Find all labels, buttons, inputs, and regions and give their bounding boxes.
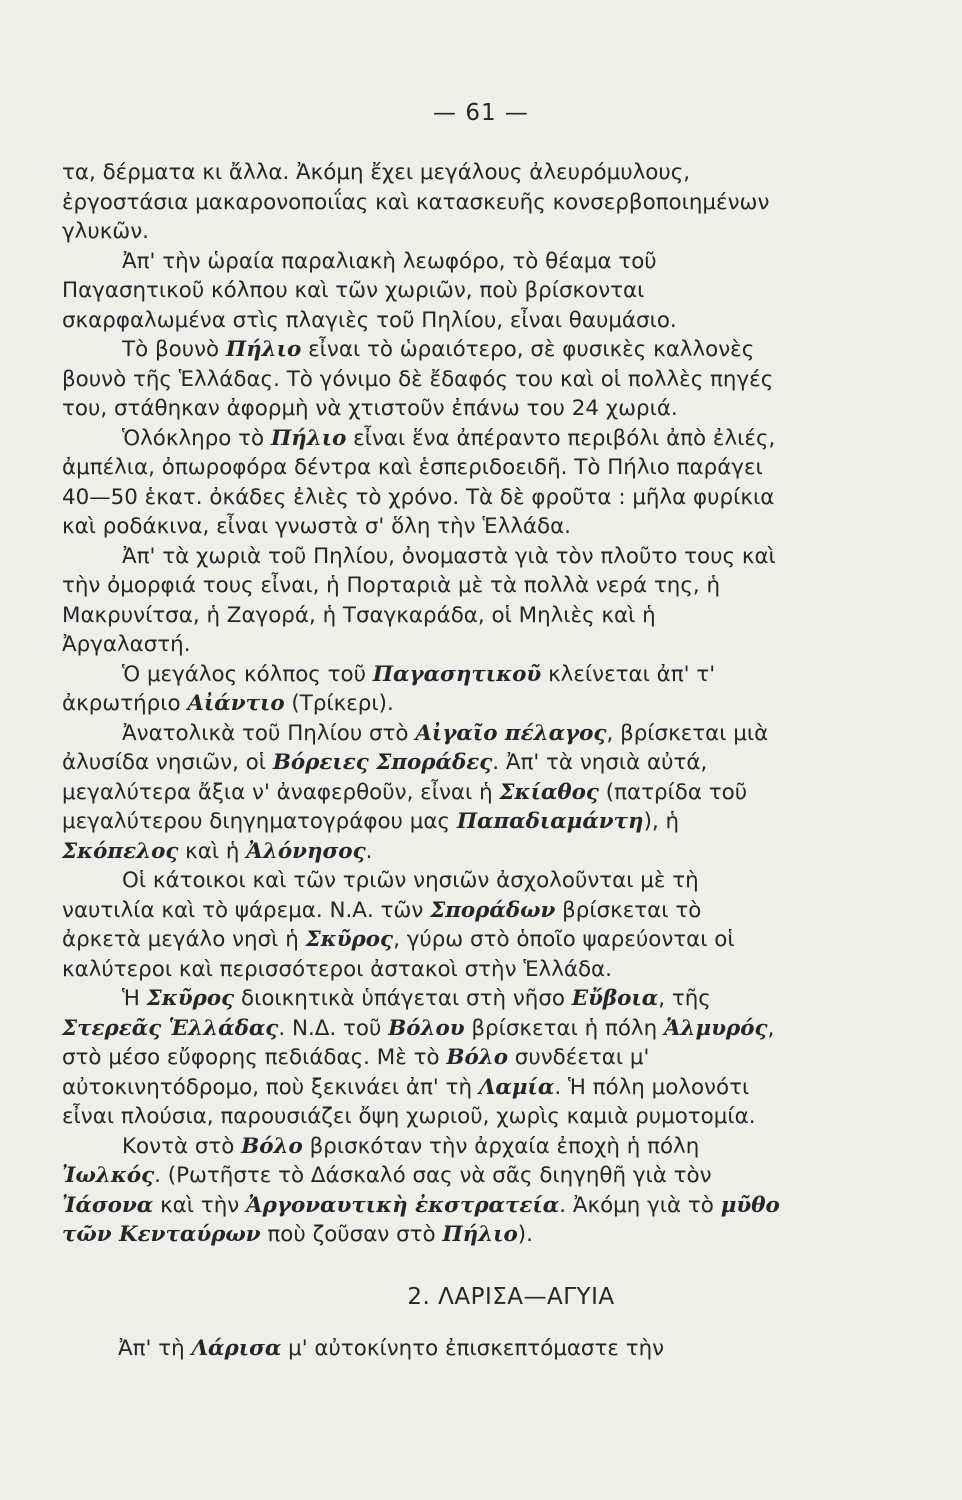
place-name: Βόλου <box>388 1015 465 1041</box>
paragraph-2: Ἀπ' τὴν ὡραία παραλιακὴ λεωφόρο, τὸ θέαμα τοῦ Παγασητικοῦ κόλπου καὶ τῶν χωριῶν, ποὺ βρίσκονται σκαρφαλωμένα στὶς πλαγιὲς τοῦ Πηλίου, εἶναι θαυμάσιο. <box>62 248 677 333</box>
place-name: Λάρισα <box>191 1336 282 1361</box>
place-name: Βόλο <box>446 1045 508 1070</box>
place-name: Παγασητικοῦ <box>372 661 542 687</box>
place-name: Σκῦρος <box>305 927 394 952</box>
place-name: Πήλιο <box>225 337 302 362</box>
person-name: Παπαδιαμάντη <box>456 809 644 834</box>
paragraph-10: Κοντὰ στὸ Βόλο βρισκόταν τὴν ἀρχαία ἐποχὴ ἡ πόλη Ἰωλκός. (Ρωτῆστε τὸ Δάσκαλό σας νὰ σᾶς διηγηθῆ γιὰ τὸν Ἰάσονα καὶ τὴν Ἀργοναυτικὴ ἐκστρατεία. Ἀκόμη γιὰ τὸ μῦθο τῶν Κενταύρων ποὺ ζοῦσαν στὸ Πήλιο). <box>62 1133 780 1247</box>
body-text <box>62 158 782 1250</box>
place-name: Ἰωλκός <box>62 1163 155 1188</box>
topic-name: Ἀργοναυτικὴ ἐκστρατεία <box>246 1192 560 1218</box>
paragraph-8: Οἱ κάτοικοι καὶ τῶν τριῶν νησιῶν ἀσχολοῦνται μὲ τὴ ναυτιλία καὶ τὸ ψάρεμα. Ν.Α. τῶν Σποράδων βρίσκεται τὸ ἀρκετὰ μεγάλο νησὶ ἡ Σκῦρος, γύρω στὸ ὁποῖο ψαρεύονται οἱ καλύτεροι καὶ περισσότεροι ἀστακοὶ στὴν Ἑλλάδα. <box>62 868 735 982</box>
place-name: Σκίαθος <box>499 779 599 805</box>
place-name: Ἀλόνησος <box>246 838 366 864</box>
paragraph-5: Ἀπ' τὰ χωριὰ τοῦ Πηλίου, ὀνομαστὰ γιὰ τὸν πλοῦτο τους καὶ τὴν ὀμορφιά τους εἶναι, ἡ Πορταριὰ μὲ τὰ πολλὰ νερά της, ἡ Μακρυνίτσα, ἡ Ζαγορά, ἡ Τσαγκαράδα, οἱ Μηλιὲς καὶ ἡ Ἀργαλαστή. <box>62 543 776 657</box>
place-name: Εὔβοια <box>571 986 659 1011</box>
topic-name: μῦθο τῶν Κενταύρων <box>62 1192 780 1247</box>
place-name: Στερεᾶς Ἑλλάδας <box>62 1015 279 1041</box>
place-name: Πήλιο <box>270 425 347 451</box>
place-name: Βόρειες Σποράδες <box>272 750 493 775</box>
place-name: Λαμία <box>478 1074 555 1100</box>
place-name: Σποράδων <box>430 897 556 923</box>
place-name: Αἰάντιο <box>187 691 285 716</box>
place-name: Σκῦρος <box>146 986 235 1011</box>
paragraph-9: Ἡ Σκῦρος διοικητικὰ ὑπάγεται στὴ νῆσο Εὔβοια, τῆς Στερεᾶς Ἑλλάδας. Ν.Δ. τοῦ Βόλου βρίσκεται ἡ πόλη Ἁλμυρός, στὸ μέσο εὔφορης πεδιάδας. Μὲ τὸ Βόλο συνδέεται μ' αὐτοκινητόδρομο, ποὺ ξεκινάει ἀπ' τὴ Λαμία. Ἡ πόλη μολονότι εἶναι πλούσια, παρουσιάζει ὄψη χωριοῦ, χωρὶς καμιὰ ρυμοτομία. <box>62 986 775 1129</box>
place-name: Πήλιο <box>442 1222 518 1247</box>
paragraph-11: Ἀπ' τὴ Λάρισα μ' αὐτοκίνητο ἐπισκεπτόμαστε τὴν <box>118 1336 665 1361</box>
place-name: Ἁλμυρός <box>663 1015 768 1041</box>
person-name: Ἰάσονα <box>62 1192 154 1218</box>
page-number: — 61 — <box>433 100 529 126</box>
paragraph-7: Ἀνατολικὰ τοῦ Πηλίου στὸ Αἰγαῖο πέλαγος, βρίσκεται μιὰ ἀλυσίδα νησιῶν, οἱ Βόρειες Σποράδες. Ἀπ' τὰ νησιὰ αὐτά, μεγαλύτερα ἄξια ν' ἀναφερθοῦν, εἶναι ἡ Σκίαθος (πατρίδα τοῦ μεγαλύτερου διηγηματογράφου μας Παπαδιαμάντη), ἡ Σκόπελος καὶ ἡ Ἀλόνησος. <box>62 720 769 864</box>
place-name: Βόλο <box>241 1133 303 1159</box>
paragraph-4: Ὁλόκληρο τὸ Πήλιο εἶναι ἕνα ἀπέραντο περιβόλι ἀπὸ ἐλιές, ἀμπέλια, ὀπωροφόρα δέντρα καὶ ἑσπεριδοειδῆ. Τὸ Πήλιο παράγει 40—50 ἑκατ. ὀκάδες ἐλιὲς τὸ χρόνο. Τὰ δὲ φροῦτα : μῆλα φυρίκια καὶ ροδάκινα, εἶναι γνωστὰ σ' ὅλη τὴν Ἑλλάδα. <box>62 425 776 539</box>
section-heading: 2. ΛΑΡΙΣΑ—ΑΓΥΙΑ <box>407 1284 615 1310</box>
paragraph-3: Τὸ βουνὸ Πήλιο εἶναι τὸ ὡραιότερο, σὲ φυσικὲς καλλονὲς βουνὸ τῆς Ἑλλάδας. Τὸ γόνιμο δὲ ἔδαφός του καὶ οἱ πολλὲς πηγές του, στάθηκαν ἀφορμὴ νὰ χτιστοῦν ἐπάνω του 24 χωριά. <box>62 337 774 421</box>
place-name: Σκόπελος <box>62 838 179 864</box>
paragraph-6: Ὁ μεγάλος κόλπος τοῦ Παγασητικοῦ κλείνεται ἀπ' τ' ἀκρωτήριο Αἰάντιο (Τρίκερι). <box>62 661 716 716</box>
place-name: Αἰγαῖο πέλαγος <box>415 720 607 746</box>
paragraph-1: τα, δέρματα κι ἄλλα. Ἀκόμη ἔχει μεγάλους ἀλευρόμυλους, ἐργοστάσια μακαρονοποιΐας καὶ κατασκευῆς κονσερβοποιημένων γλυκῶν. <box>62 160 770 244</box>
